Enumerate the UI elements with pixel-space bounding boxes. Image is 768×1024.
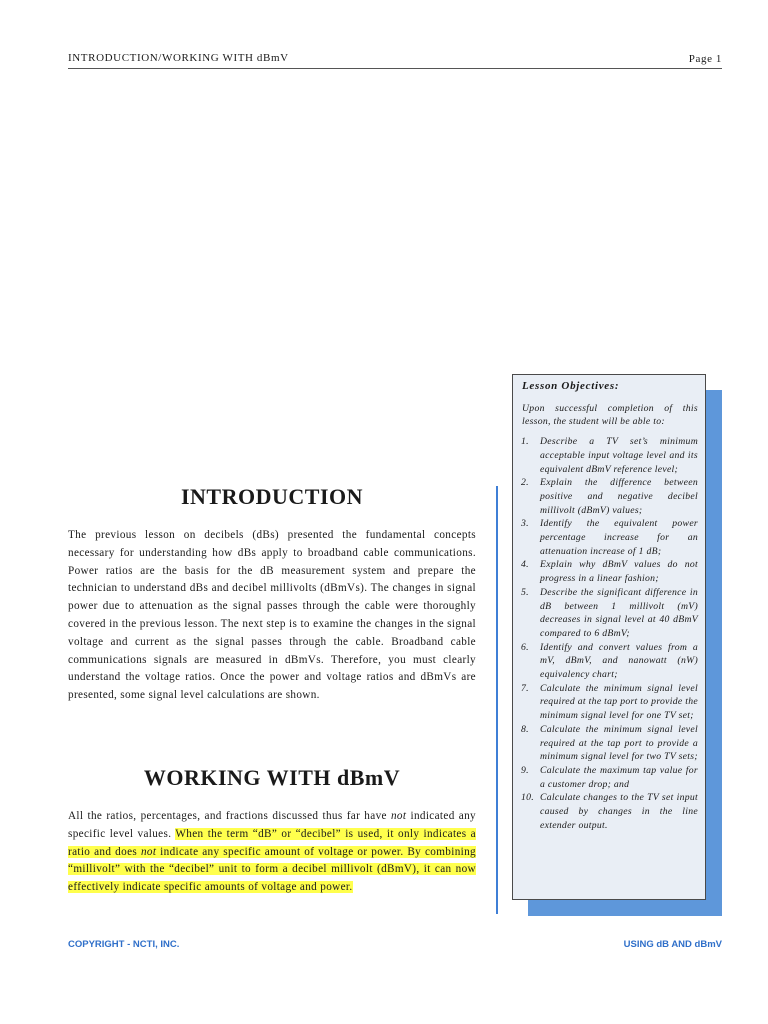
vertical-divider (496, 486, 498, 914)
objective-text: Calculate changes to the TV set input caused by changes in the line extender output. (540, 792, 698, 831)
paragraph-text: indicated any specific level values. (68, 810, 476, 840)
objectives-title: Lesson Objectives: (522, 380, 620, 392)
objective-item (521, 791, 698, 832)
objective-text: Describe a TV set’s minimum acceptable input voltage level and its equivalent dBmV reference level; (540, 436, 698, 475)
introduction-heading: INTRODUCTION (180, 484, 364, 509)
objective-number: 1. (521, 436, 529, 448)
objective-text: Calculate the minimum signal level required at the tap port to provide the minimum signal level for one TV set; (540, 682, 698, 722)
objective-item (521, 517, 698, 558)
objective-item (521, 723, 698, 764)
objective-item (521, 586, 698, 641)
emphasis-not: not (140, 845, 157, 858)
objective-text: Describe the significant difference in dB between 1 millivolt (mV) decreases in signal level at 40 dBmV compared to 6 dBmV; (540, 586, 698, 639)
objective-number: 5. (521, 586, 529, 598)
objective-item (521, 764, 698, 791)
objective-number: 8. (521, 723, 529, 735)
highlight-part: When the term “dB” or “decibel” is used, it only indicates a ratio and does (68, 827, 476, 858)
objective-item (521, 558, 698, 585)
introduction-paragraph: The previous lesson on decibels (dBs) presented the fundamental concepts necessary for understanding how dBs apply to broadband cable communications. Power ratios are the basis for the dB measurement system and prepare the technician to understand dBs and decibel millivolts (dBmVs). The changes in signal power due to attenuation as the signal passes through the cable were thoroughly covered in the previous lesson. The next step is to examine the changes in the signal voltage and current as the signal passes through the cable. Broadband cable communications signals are measured in dBmVs. Therefore, you must clearly understand the voltage ratios. Once the power and voltage ratios and dBmVs are presented, some signal level calculations are shown. (68, 529, 476, 702)
working-with-dbmv-heading: WORKING WITH dBmV (143, 765, 401, 790)
objective-number: 4. (521, 559, 529, 571)
objective-number: 6. (521, 641, 529, 653)
objective-item (521, 476, 698, 517)
objective-text: Identify the equivalent power percentage increase for an attenuation increase of 1 dB; (540, 518, 698, 557)
objective-number: 7. (521, 682, 529, 694)
objective-number: 3. (521, 518, 529, 530)
objective-item (521, 435, 698, 476)
objectives-intro: Upon successful completion of this lesson, the student will be able to: (522, 402, 698, 428)
objectives-list (521, 435, 698, 832)
objective-text: Calculate the minimum signal level required at the tap port to provide a minimum signal level for two TV sets; (540, 723, 698, 763)
header-title: INTRODUCTION/WORKING WITH dBmV (68, 52, 289, 64)
header-divider (68, 68, 722, 69)
page-number: Page 1 (688, 53, 722, 65)
emphasis-not: not (390, 810, 407, 822)
objective-number: 2. (521, 477, 529, 489)
working-with-dbmv-paragraph (68, 808, 476, 897)
objective-item (521, 682, 698, 723)
highlight-part: indicate any specific amount of voltage or power. By combining “millivolt” with the “decibel” unit to form a decibel millivolt (dBmV), it can now effectively indicate specific amounts of voltage and power. (68, 845, 476, 894)
lesson-objectives-box (512, 374, 706, 900)
objective-item (521, 641, 698, 682)
objective-number: 10. (521, 792, 535, 804)
footer-copyright: COPYRIGHT - NCTI, INC. (68, 939, 180, 950)
objective-number: 9. (521, 764, 529, 776)
paragraph-text: All the ratios, percentages, and fractions discussed thus far have (68, 810, 387, 822)
objective-text: Identify and convert values from a mV, dBmV, and nanowatt (nW) equivalency chart; (540, 641, 698, 681)
objective-text: Explain why dBmV values do not progress in a linear fashion; (540, 559, 698, 585)
footer-course-title: USING dB AND dBmV (623, 939, 722, 950)
objective-text: Explain the difference between positive and negative decibel millivolt (dBmV) values; (540, 477, 698, 516)
objective-text: Calculate the maximum tap value for a customer drop; and (540, 764, 698, 790)
